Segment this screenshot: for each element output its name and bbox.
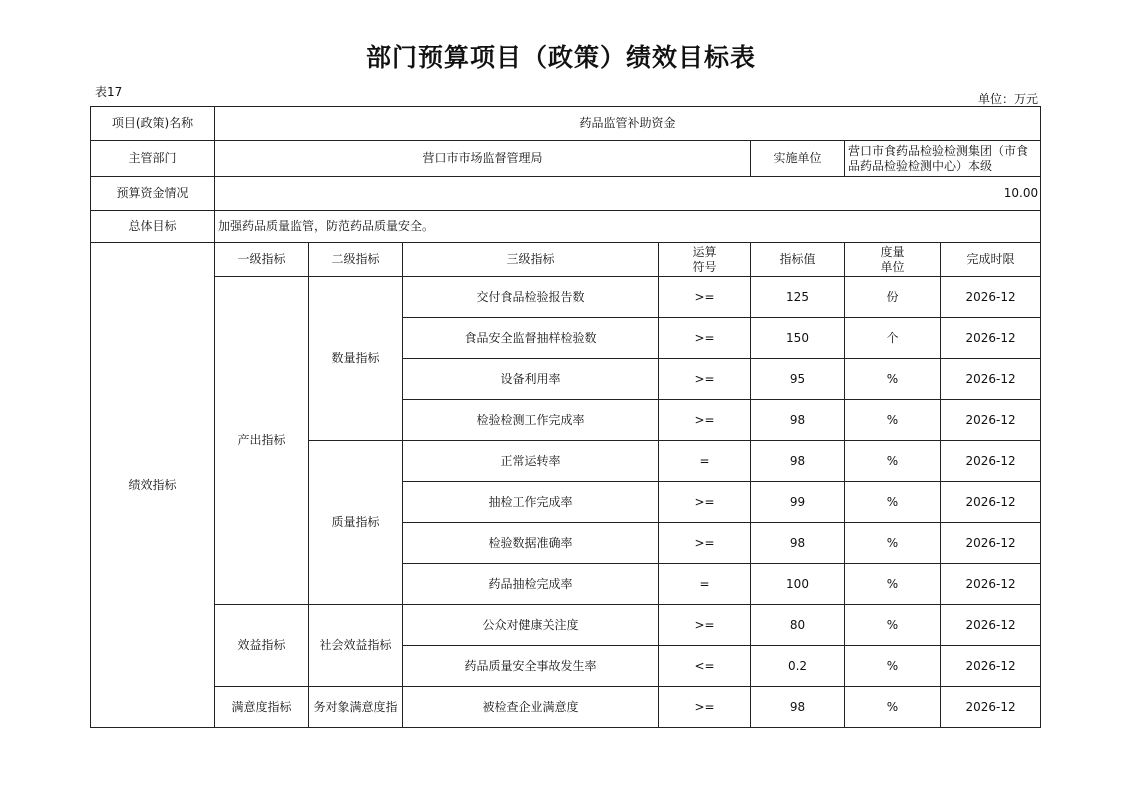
impl-label: 实施单位: [751, 141, 845, 177]
level1-satisfaction: 满意度指标: [215, 687, 309, 728]
indicator-name: 被检查企业满意度: [403, 687, 659, 728]
dept-value: 营口市市场监督管理局: [215, 141, 751, 177]
indicator-operator: >=: [659, 359, 751, 400]
indicator-deadline: 2026-12: [941, 646, 1041, 687]
indicator-name: 设备利用率: [403, 359, 659, 400]
header-level1: 一级指标: [215, 243, 309, 277]
indicator-name: 食品安全监督抽样检验数: [403, 318, 659, 359]
indicator-unit: %: [845, 441, 941, 482]
indicator-value: 98: [751, 400, 845, 441]
level1-output: 产出指标: [215, 277, 309, 605]
header-operator: 运算 符号: [659, 243, 751, 277]
indicator-value: 150: [751, 318, 845, 359]
indicator-value: 98: [751, 441, 845, 482]
header-unit: 度量 单位: [845, 243, 941, 277]
level1-benefit: 效益指标: [215, 605, 309, 687]
indicator-deadline: 2026-12: [941, 318, 1041, 359]
unit-label: 单位：万元: [977, 92, 1038, 106]
indicator-unit: %: [845, 646, 941, 687]
indicator-unit: %: [845, 605, 941, 646]
indicator-deadline: 2026-12: [941, 687, 1041, 728]
indicator-unit: 份: [845, 277, 941, 318]
header-deadline: 完成时限: [941, 243, 1041, 277]
indicator-deadline: 2026-12: [941, 523, 1041, 564]
indicator-operator: >=: [659, 687, 751, 728]
indicator-operator: =: [659, 564, 751, 605]
indicator-name: 抽检工作完成率: [403, 482, 659, 523]
indicator-operator: >=: [659, 400, 751, 441]
perf-label: 绩效指标: [91, 243, 215, 728]
indicator-deadline: 2026-12: [941, 400, 1041, 441]
indicator-operator: >=: [659, 277, 751, 318]
page-title: 部门预算项目（政策）绩效目标表: [365, 43, 756, 72]
indicator-operator: >=: [659, 318, 751, 359]
indicator-name: 药品质量安全事故发生率: [403, 646, 659, 687]
indicator-value: 98: [751, 523, 845, 564]
level2-quality: 质量指标: [309, 441, 403, 605]
indicator-deadline: 2026-12: [941, 441, 1041, 482]
indicator-deadline: 2026-12: [941, 277, 1041, 318]
impl-value: 营口市食药品检验检测集团（市食品药品检验检测中心）本级: [845, 141, 1041, 177]
budget-value: 10.00: [215, 177, 1041, 211]
indicator-name: 公众对健康关注度: [403, 605, 659, 646]
budget-label: 预算资金情况: [91, 177, 215, 211]
indicator-name: 药品抽检完成率: [403, 564, 659, 605]
indicator-name: 检验数据准确率: [403, 523, 659, 564]
indicator-operator: >=: [659, 482, 751, 523]
goal-value: 加强药品质量监管，防范药品质量安全。: [215, 211, 1041, 243]
indicator-operator: <=: [659, 646, 751, 687]
indicator-value: 125: [751, 277, 845, 318]
goal-label: 总体目标: [91, 211, 215, 243]
project-name-label: 项目(政策)名称: [91, 107, 215, 141]
indicator-name: 检验检测工作完成率: [403, 400, 659, 441]
level2-quantity: 数量指标: [309, 277, 403, 441]
indicator-unit: %: [845, 482, 941, 523]
table-number: 表17: [95, 85, 123, 99]
indicator-value: 80: [751, 605, 845, 646]
indicator-unit: %: [845, 687, 941, 728]
indicator-operator: >=: [659, 523, 751, 564]
indicator-operator: =: [659, 441, 751, 482]
level2-social: 社会效益指标: [309, 605, 403, 687]
indicator-unit: 个: [845, 318, 941, 359]
header-value: 指标值: [751, 243, 845, 277]
indicator-unit: %: [845, 523, 941, 564]
indicator-unit: %: [845, 359, 941, 400]
indicator-value: 99: [751, 482, 845, 523]
indicator-deadline: 2026-12: [941, 564, 1041, 605]
project-name-value: 药品监管补助资金: [215, 107, 1041, 141]
indicator-deadline: 2026-12: [941, 359, 1041, 400]
header-level2: 二级指标: [309, 243, 403, 277]
level2-service: 务对象满意度指: [309, 687, 403, 728]
indicator-value: 95: [751, 359, 845, 400]
indicator-value: 98: [751, 687, 845, 728]
indicator-operator: >=: [659, 605, 751, 646]
indicator-unit: %: [845, 564, 941, 605]
indicator-deadline: 2026-12: [941, 482, 1041, 523]
header-level3: 三级指标: [403, 243, 659, 277]
indicator-unit: %: [845, 400, 941, 441]
indicator-name: 正常运转率: [403, 441, 659, 482]
indicator-name: 交付食品检验报告数: [403, 277, 659, 318]
indicator-value: 100: [751, 564, 845, 605]
dept-label: 主管部门: [91, 141, 215, 177]
indicator-value: 0.2: [751, 646, 845, 687]
performance-table: [90, 106, 1041, 728]
indicator-deadline: 2026-12: [941, 605, 1041, 646]
